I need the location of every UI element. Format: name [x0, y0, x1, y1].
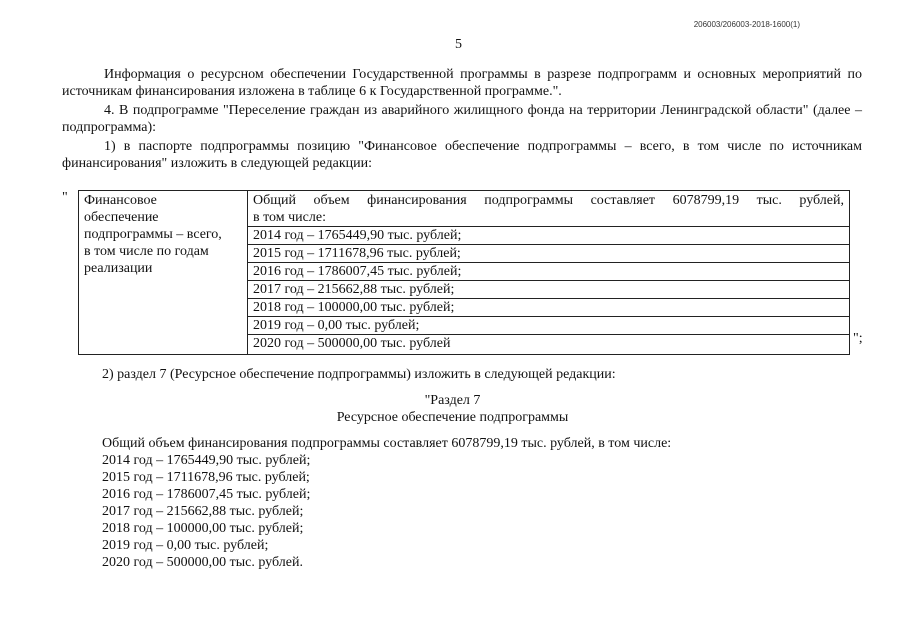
passport-total-line: Общий объем финансирования подпрограммы составляет 6078799,19 тыс. рублей,	[253, 193, 844, 208]
paragraph-passport-change: 1) в паспорте подпрограммы позицию "Финансовое обеспечение подпрограммы – всего, в том числе по источникам финансирования" изложить в следующей редакции:	[62, 139, 862, 171]
passport-table	[78, 190, 850, 355]
section-year-line: 2015 год – 1711678,96 тыс. рублей;	[102, 470, 310, 485]
section-year-line: 2017 год – 215662,88 тыс. рублей;	[102, 504, 304, 519]
section-subheading: Ресурсное обеспечение подпрограммы	[336, 410, 569, 425]
document-id: 206003/206003-2018-1600(1)	[693, 20, 800, 29]
opening-quote: "	[62, 190, 68, 205]
passport-label-line: Финансовое	[84, 193, 157, 208]
passport-year-line: 2019 год – 0,00 тыс. рублей;	[248, 316, 849, 334]
passport-label-line: реализации	[84, 261, 153, 276]
passport-label-line: в том числе по годам	[84, 244, 209, 259]
paragraph-resource-info: Информация о ресурсном обеспечении Государственной программы в разрезе подпрограмм и основных мероприятий по источникам финансирования изложена в таблице 6 к Государственной программе.".	[62, 67, 862, 99]
passport-year-line: 2018 год – 100000,00 тыс. рублей;	[248, 298, 849, 316]
section-year-line: 2020 год – 500000,00 тыс. рублей.	[102, 555, 303, 570]
passport-row	[79, 191, 850, 355]
section-year-line: 2018 год – 100000,00 тыс. рублей;	[102, 521, 304, 536]
section-heading: "Раздел 7	[424, 393, 481, 408]
passport-label-line: обеспечение	[84, 210, 159, 225]
section-year-line: 2014 год – 1765449,90 тыс. рублей;	[102, 453, 311, 468]
section-year-line: 2019 год – 0,00 тыс. рублей;	[102, 538, 269, 553]
section-intro: Общий объем финансирования подпрограммы составляет 6078799,19 тыс. рублей, в том числе:	[102, 436, 672, 451]
section-year-line: 2016 год – 1786007,45 тыс. рублей;	[102, 487, 311, 502]
passport-value-cell	[248, 191, 850, 355]
passport-year-line: 2014 год – 1765449,90 тыс. рублей;	[248, 226, 849, 244]
page-number: 5	[455, 37, 462, 52]
passport-year-line: 2017 год – 215662,88 тыс. рублей;	[248, 280, 849, 298]
paragraph-subprogram-intro: 4. В подпрограмме "Переселение граждан из аварийного жилищного фонда на территории Ленинградской области" (далее – подпрограмма):	[62, 103, 862, 135]
closing-quote: ";	[853, 331, 863, 346]
passport-total-line: в том числе:	[253, 210, 326, 225]
passport-year-line: 2015 год – 1711678,96 тыс. рублей;	[248, 244, 849, 262]
passport-label-cell	[79, 191, 248, 355]
paragraph-section-change: 2) раздел 7 (Ресурсное обеспечение подпрограммы) изложить в следующей редакции:	[102, 367, 616, 382]
passport-year-line: 2016 год – 1786007,45 тыс. рублей;	[248, 262, 849, 280]
passport-label-line: подпрограммы – всего,	[84, 227, 222, 242]
passport-year-line: 2020 год – 500000,00 тыс. рублей	[248, 334, 849, 352]
